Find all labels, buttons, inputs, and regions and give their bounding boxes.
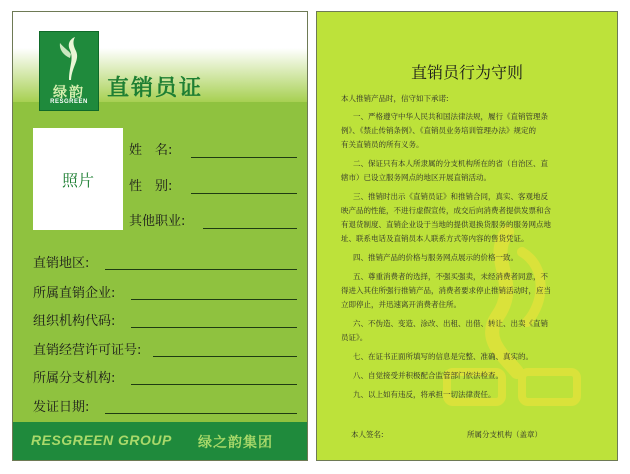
conduct-title: 直销员行为守则 (410, 63, 523, 82)
rule-line: 映产品的性能，不进行虚假宣传，成交后向消费者提供发票和含 (341, 206, 551, 215)
rule-line: 三、推销时出示《直销员证》和推销合同，真实、客观地反 (353, 192, 548, 201)
logo-en-text: RESGREEN (50, 99, 88, 105)
field-license-label: 直销经营许可证号: (33, 343, 142, 358)
field-company-label: 所属直销企业: (33, 286, 116, 301)
footer-brand-cn: 绿之韵集团 (198, 435, 273, 451)
rule-line: 得进入其住所强行推销产品，消费者要求停止推销活动时，应当 (341, 286, 551, 295)
rule-line: 一、严格遵守中华人民共和国法律法规，履行《直销管理条 (353, 112, 548, 121)
field-other-job-label: 其他职业: (129, 214, 186, 229)
rule-line: 址、联系电话及直销员本人联系方式等内容的售货凭证。 (341, 234, 529, 243)
rule-line: 二、保证只有本人所隶属的分支机构所在的省（自治区、直 (353, 159, 548, 168)
sprout-icon (50, 36, 88, 82)
rule-line: 立即停止，并迅速离开消费者住所。 (341, 300, 461, 309)
branch-seal-label: 所属分支机构（盖章） (467, 430, 542, 439)
field-company-line (131, 299, 297, 300)
card-footer (13, 422, 307, 460)
field-name-line (191, 157, 297, 158)
photo-box (33, 128, 123, 230)
rule-line: 四、推销产品的价格与服务网点展示的价格一致。 (353, 253, 518, 262)
rule-line: 例》、《禁止传销条例》、《直销员业务培训管理办法》规定的 (341, 126, 536, 135)
signature-label: 本人签名: (351, 430, 384, 439)
rule-line: 九、以上如有违反，将承担一切法律责任。 (353, 390, 496, 399)
id-card-front (12, 11, 308, 461)
field-branch-label: 所属分支机构: (33, 371, 116, 386)
photo-label: 照片 (61, 171, 94, 190)
field-region-label: 直销地区: (33, 256, 90, 271)
field-other-job-line (203, 228, 297, 229)
rule-line: 七、在证书正面所填写的信息是完整、准确、真实的。 (353, 352, 533, 361)
field-gender-label: 性 别: (129, 179, 173, 194)
rule-line: 五、尊重消费者的选择，不强买强卖，未经消费者同意，不 (353, 272, 548, 281)
rule-line: 有关直销员的所有义务。 (341, 140, 424, 149)
rule-line: 八、自觉接受并积极配合监管部门依法检查。 (353, 371, 503, 380)
rule-line: 辖市）已设立服务网点的地区开展直销活动。 (341, 173, 491, 182)
id-card-back (316, 11, 618, 461)
company-logo (39, 31, 99, 111)
field-issue-date-label: 发证日期: (33, 400, 90, 415)
field-region-line (105, 269, 297, 270)
logo-cn-text: 绿韵 (53, 84, 85, 100)
field-gender-line (191, 193, 297, 194)
rule-line: 有退货制度、直销企业设于当地的提供退换货服务的服务网点地 (341, 220, 551, 229)
field-branch-line (131, 384, 297, 385)
rule-line: 六、不伪造、变造、涂改、出租、出借、转让、出卖《直销 (353, 319, 548, 328)
field-org-code-label: 组织机构代码: (33, 314, 116, 329)
conduct-intro: 本人推销产品时，信守如下承诺: (341, 94, 449, 103)
rule-line: 员证》。 (341, 333, 368, 342)
field-license-line (153, 356, 297, 357)
field-org-code-line (131, 327, 297, 328)
footer-brand-en: RESGREEN GROUP (31, 432, 172, 448)
card-title: 直销员证 (107, 76, 204, 101)
field-issue-date-line (105, 413, 297, 414)
field-name-label: 姓 名: (129, 143, 173, 158)
